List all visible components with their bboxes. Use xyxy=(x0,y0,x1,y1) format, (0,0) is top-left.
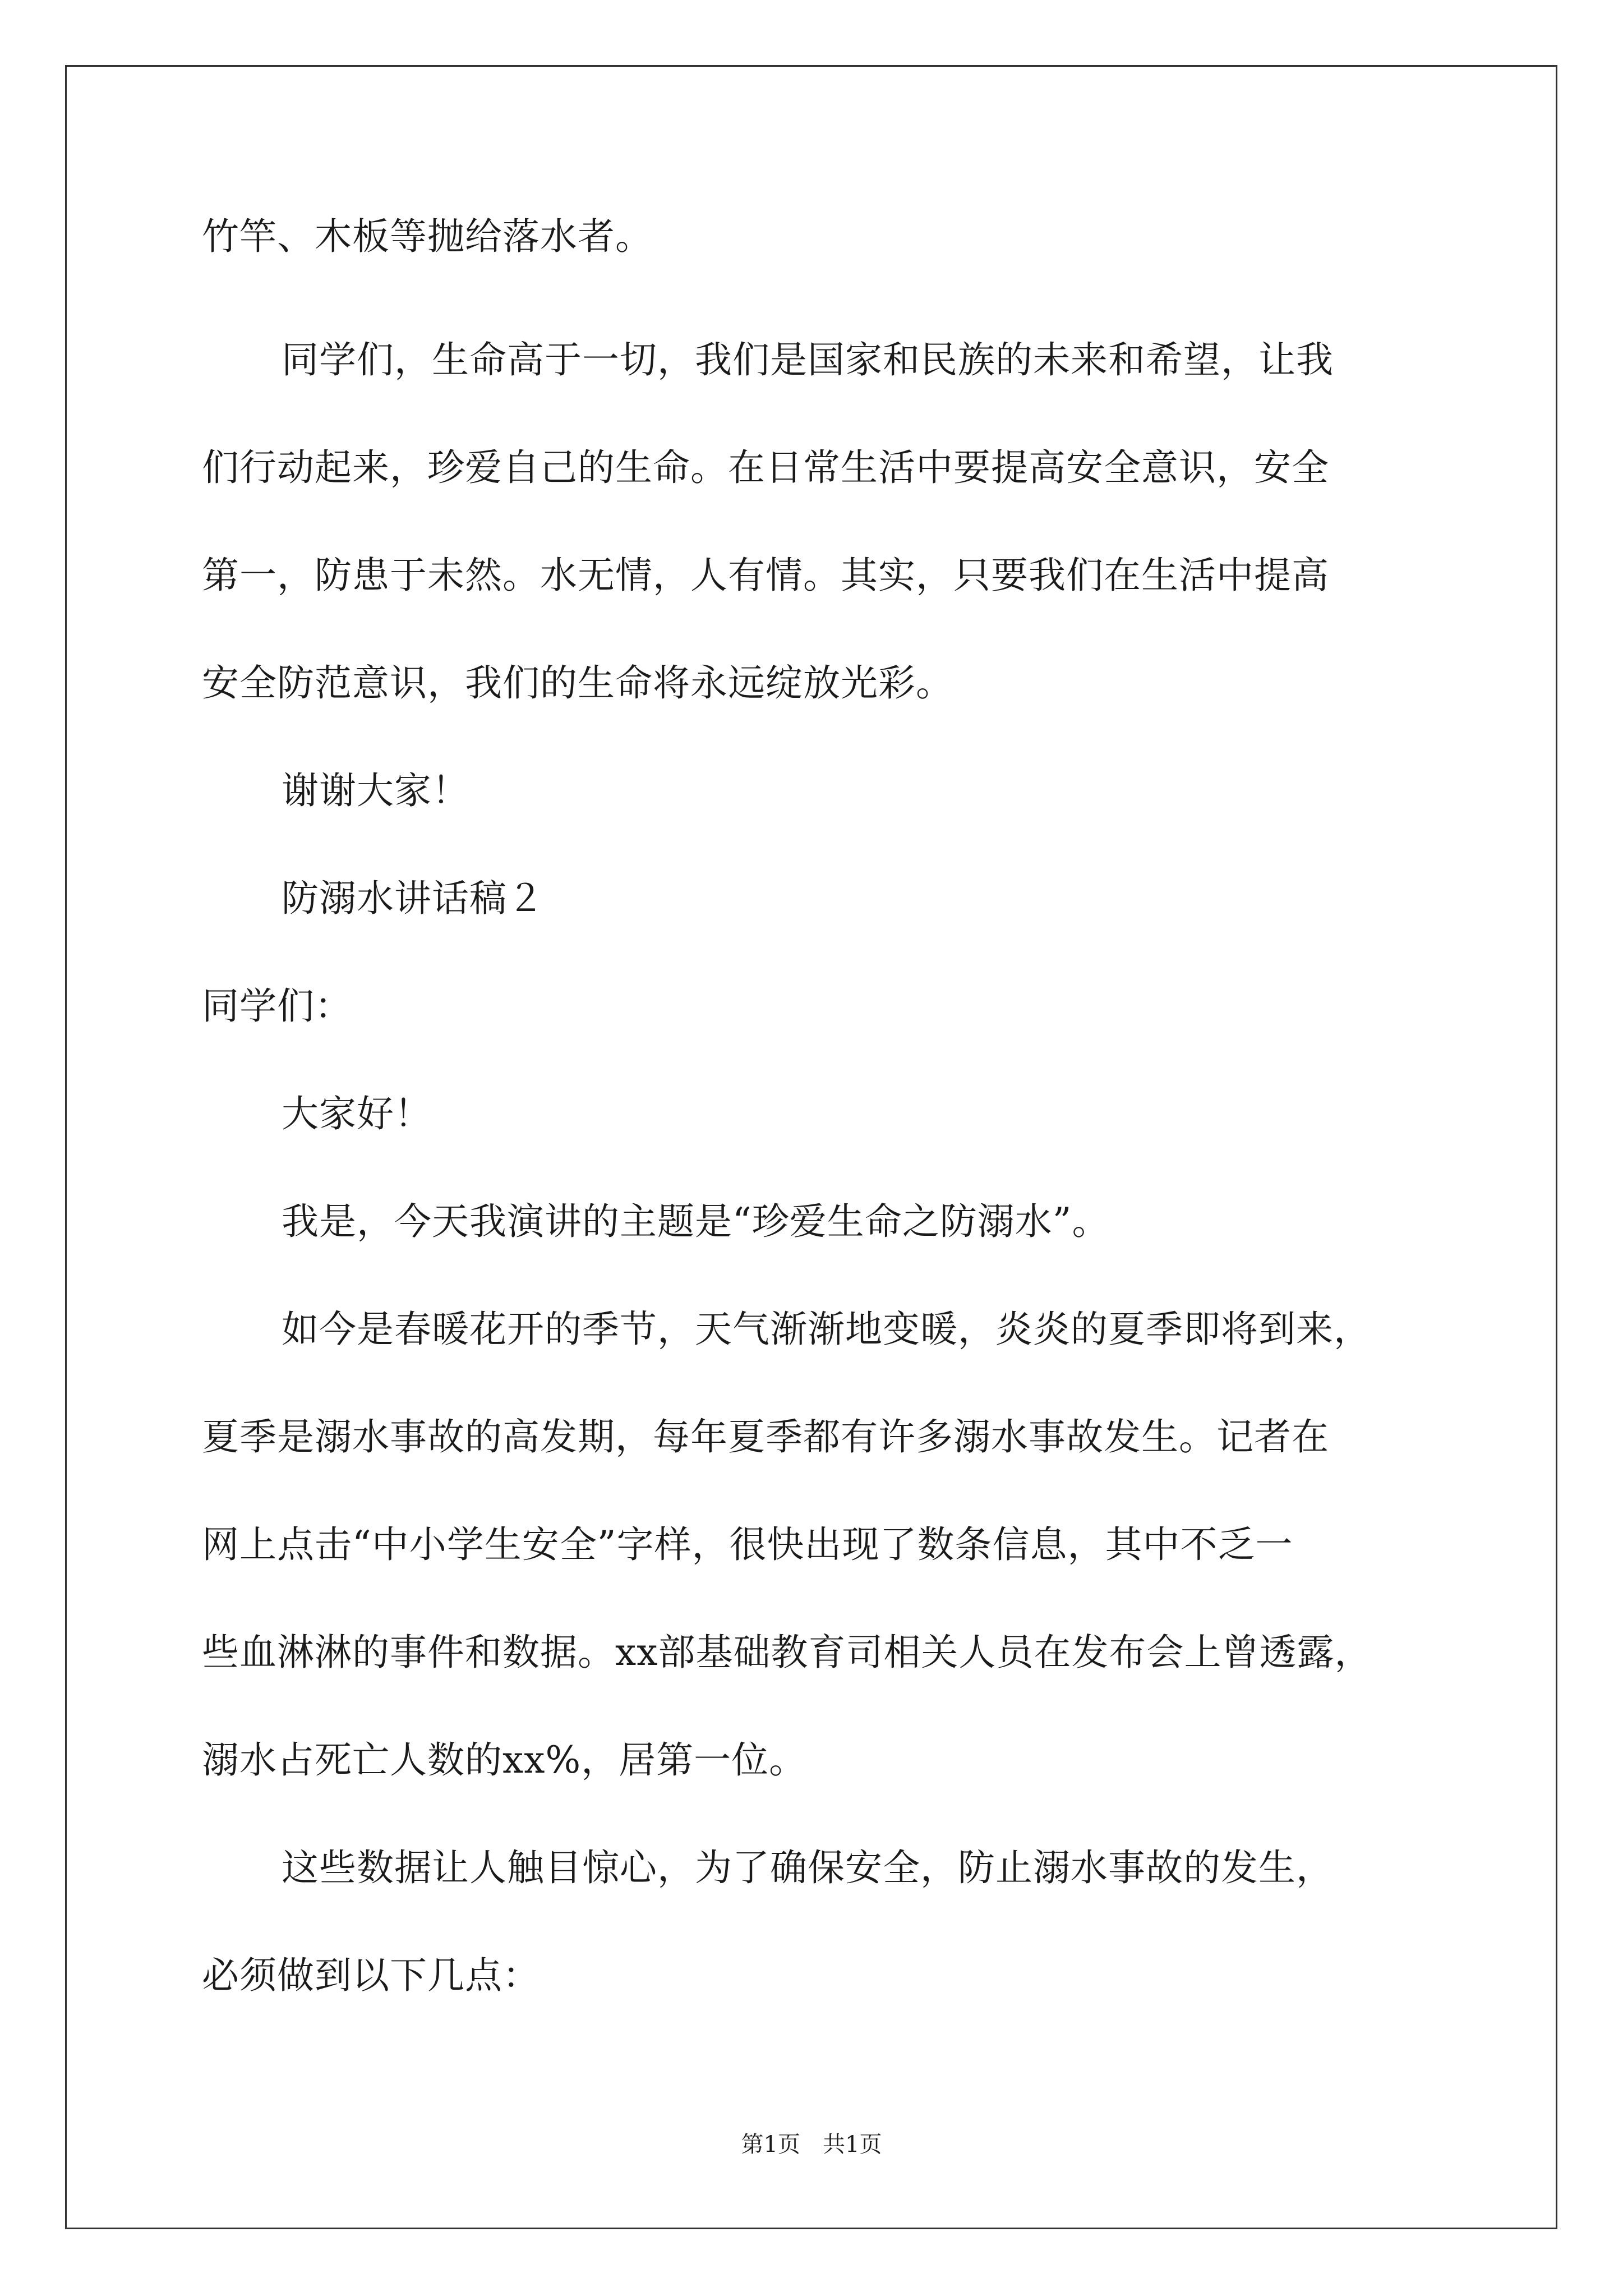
text-line: 安全防范意识，我们的生命将永远绽放光彩。 xyxy=(202,661,953,705)
text-line: 第一，防患于未然。水无情，人有情。其实，只要我们在生活中提高 xyxy=(202,554,1329,597)
text-line: 同学们，生命高于一切，我们是国家和民族的未来和希望，让我 xyxy=(282,338,1334,381)
text-line: 如今是春暖花开的季节，天气渐渐地变暖，炎炎的夏季即将到来， xyxy=(282,1308,1371,1351)
text-line: 我是，今天我演讲的主题是“珍爱生命之防溺水”。 xyxy=(282,1200,1110,1243)
text-line: 些血淋淋的事件和数据。xx部基础教育司相关人员在发布会上曾透露， xyxy=(202,1631,1372,1674)
text-line: 溺水占死亡人数的xx%，居第一位。 xyxy=(202,1738,807,1782)
text-line: 网上点击“中小学生安全”字样，很快出现了数条信息，其中不乏一 xyxy=(202,1523,1293,1566)
text-line: 大家好！ xyxy=(282,1092,432,1135)
salutation: 同学们： xyxy=(202,984,352,1028)
page-border xyxy=(65,65,1557,2229)
text-line: 谢谢大家！ xyxy=(282,769,469,812)
section-heading: 防溺水讲话稿２ xyxy=(282,877,545,920)
page-number-footer: 第1页 共1页 xyxy=(741,2132,882,2157)
text-line: 们行动起来，珍爱自己的生命。在日常生活中要提高安全意识，安全 xyxy=(202,446,1329,489)
text-line: 必须做到以下几点： xyxy=(202,1954,540,1997)
text-line: 竹竿、木板等抛给落水者。 xyxy=(202,215,653,258)
text-line: 这些数据让人触目惊心，为了确保安全，防止溺水事故的发生， xyxy=(282,1846,1334,1889)
text-line: 夏季是溺水事故的高发期，每年夏季都有许多溺水事故发生。记者在 xyxy=(202,1415,1329,1458)
